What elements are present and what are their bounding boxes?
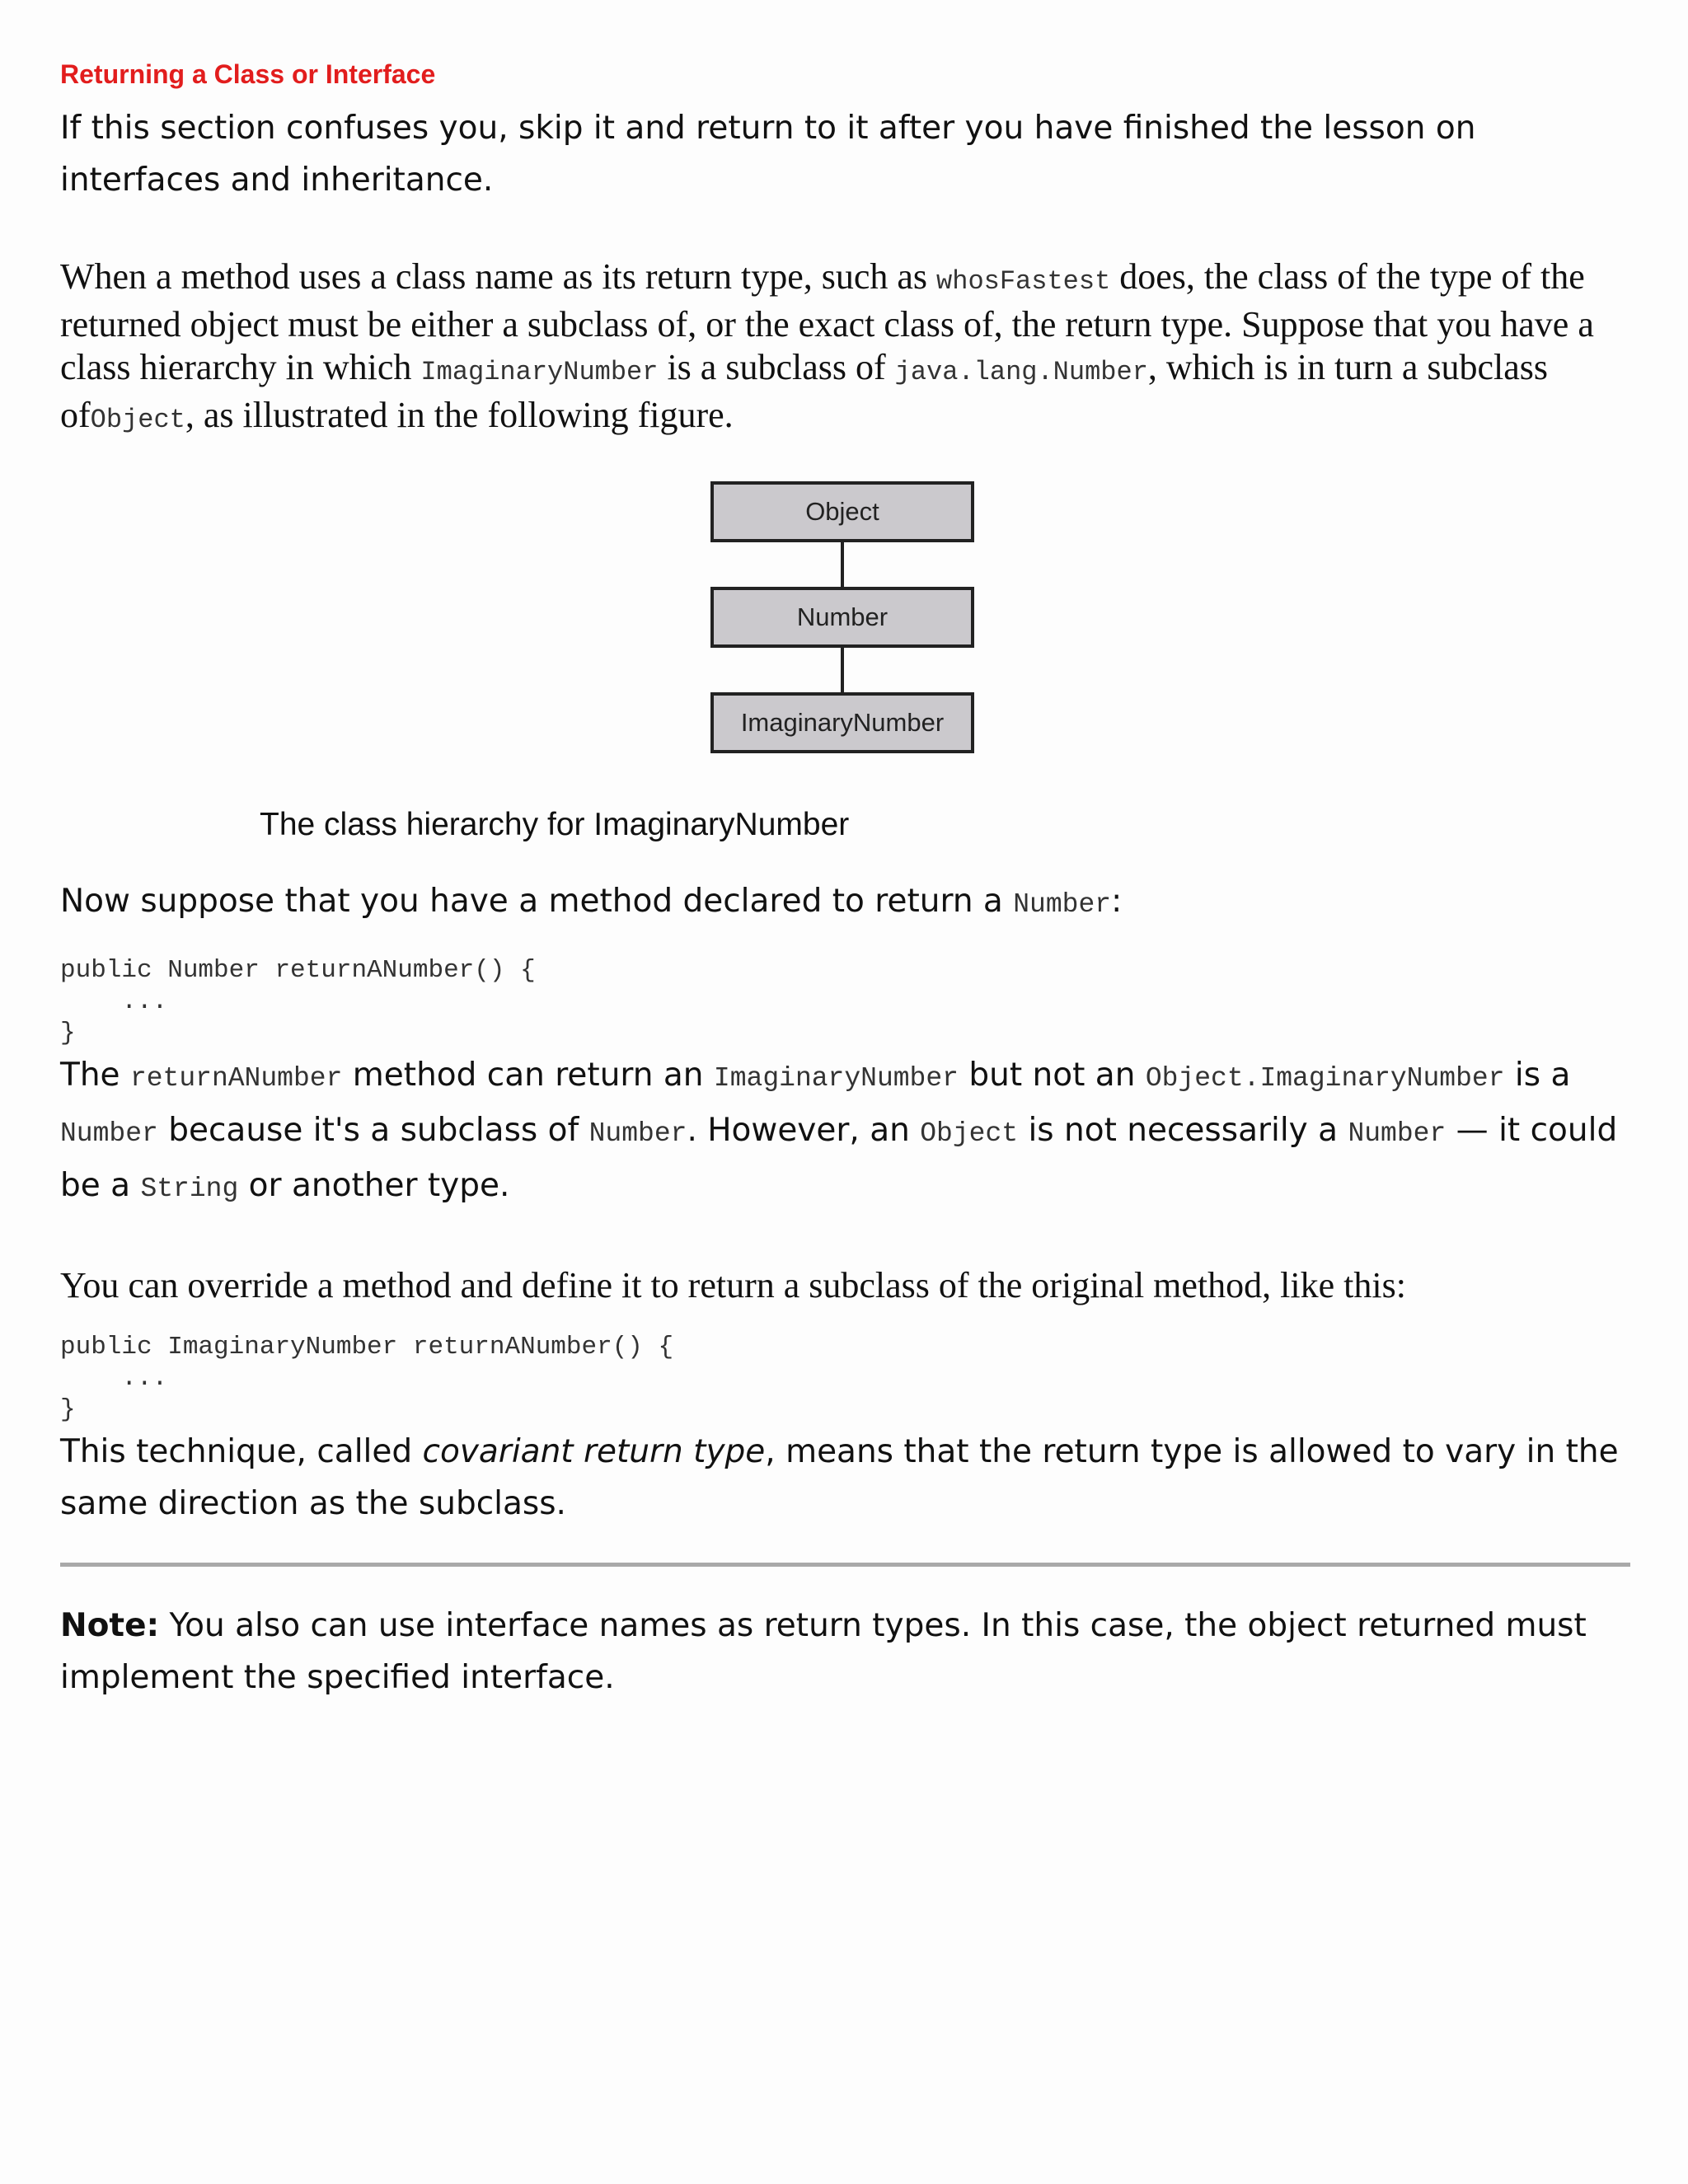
document-page [60,58,1630,1704]
connector-line [841,542,844,588]
code-block-return-number: public Number returnANumber() { ... } [60,956,536,1047]
code-number: Number [60,1118,158,1149]
code-number: Number [588,1118,687,1149]
code-imaginarynumber: ImaginaryNumber [713,1063,959,1094]
box-imaginarynumber: ImaginaryNumber [710,692,974,753]
code-object-imaginarynumber: Object.ImaginaryNumber [1145,1063,1505,1094]
emphasis-covariant-return-type: covariant return type [422,1433,766,1470]
text-run: The [60,1057,130,1094]
paragraph-suppose [60,875,1630,930]
text-run: — it could be a [60,1112,1618,1204]
code-string: String [140,1174,239,1204]
spacer [60,206,1630,255]
text-run: When a method uses a class name as its return type, such as [60,256,937,297]
text-run: , as illustrated in the following figure. [185,395,734,435]
text-run: . However, an [687,1112,921,1149]
text-run: because it's a subclass of [157,1112,589,1149]
text-run: , which is in turn a subclass of [60,347,1549,435]
box-number: Number [710,587,974,648]
text-run: is a subclass of [658,347,895,387]
section-title: Returning a Class or Interface [60,59,436,89]
note-text: You also can use interface names as return types. In this case, the object returned must implement the specified interface. [60,1607,1587,1696]
text-run: is not necessarily a [1018,1112,1348,1149]
code-object: Object [90,405,185,435]
note-label: Note: [60,1607,160,1644]
spacer [60,1307,1630,1332]
text-run: : [1111,883,1123,920]
text-run: does, the class of the type of the returned object must be either a subclass of, or the exact class of, the return type. Suppose that you have a class hierarchy in which [60,256,1594,387]
box-object: Object [710,481,974,542]
paragraph-override: You can override a method and define it to return a subclass of the original method, like this: [60,1265,1406,1305]
text-run: , means that the return type is allowed to vary in the same direction as the subclass. [60,1433,1619,1522]
paragraph-return-explanation [60,1049,1630,1215]
intro-paragraph: If this section confuses you, skip it and return to it after you have finished the lesson on interfaces and inheritance. [60,110,1476,199]
text-run: or another type. [238,1167,510,1204]
note-paragraph [60,1600,1630,1704]
code-whosfastest: whosFastest [936,266,1111,297]
horizontal-divider [60,1563,1630,1567]
code-object: Object [920,1118,1019,1149]
code-imaginarynumber: ImaginaryNumber [420,357,659,387]
paragraph-covariant [60,1426,1630,1530]
connector-line [841,648,844,694]
spacer [60,930,1630,955]
figure-caption: The class hierarchy for ImaginaryNumber [260,807,850,842]
text-run: method can return an [342,1057,714,1094]
text-run: This technique, called [60,1433,423,1470]
spacer [60,1215,1630,1264]
code-number: Number [1348,1118,1447,1149]
code-block-return-imaginarynumber: public ImaginaryNumber returnANumber() { ... } [60,1333,674,1424]
text-run: is a [1504,1057,1571,1094]
code-java-lang-number: java.lang.Number [894,357,1148,387]
text-run: but not an [958,1057,1146,1094]
code-number: Number [1013,889,1112,920]
paragraph-return-type [60,255,1630,442]
class-hierarchy-figure [60,442,1630,804]
text-run: Now suppose that you have a method declared to return a [60,883,1014,920]
code-returnanumber: returnANumber [129,1063,343,1094]
